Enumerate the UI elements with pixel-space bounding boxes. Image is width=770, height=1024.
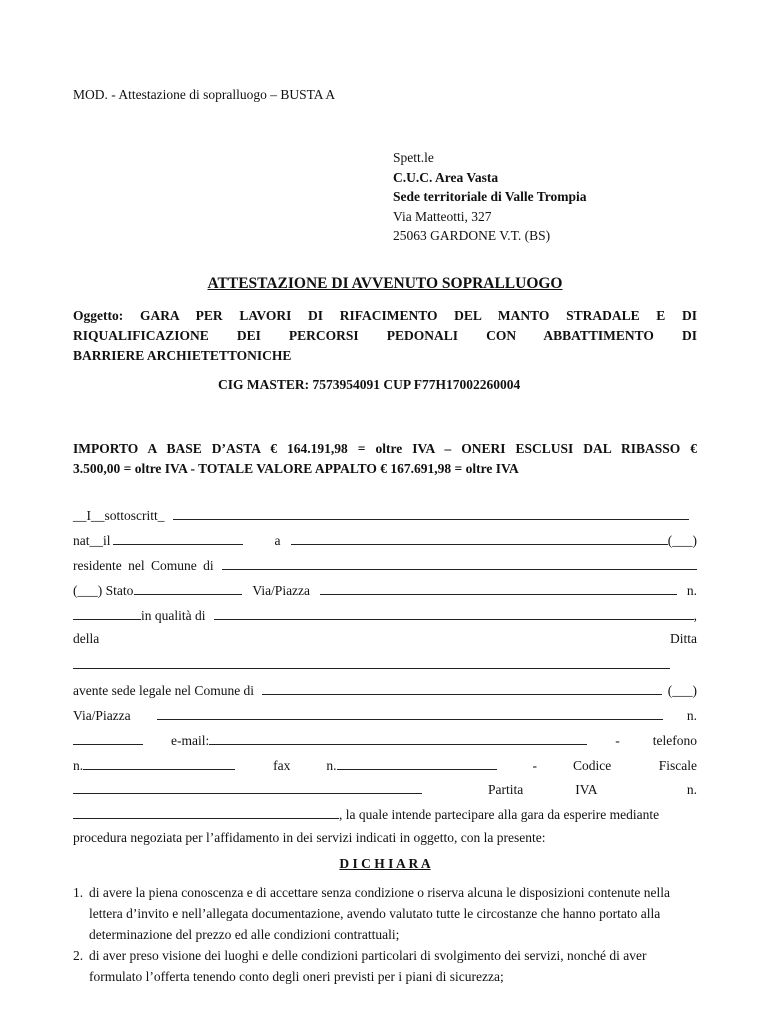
recipient-org: C.U.C. Area Vasta — [393, 169, 499, 185]
list-item-number: 1. — [73, 885, 84, 900]
form-row-nascita — [73, 531, 697, 551]
form-row-residente — [73, 556, 697, 576]
field-telefono[interactable] — [83, 756, 235, 770]
dichiara-heading: D I C H I A R A — [339, 856, 431, 871]
label-codice: Codice — [573, 758, 612, 773]
label-qualita: in qualità di — [141, 608, 206, 623]
label-a: a — [274, 533, 281, 548]
form-row-email — [73, 731, 697, 751]
subject-label: Oggetto: — [73, 308, 124, 323]
field-codice-fiscale[interactable] — [73, 780, 422, 794]
cig-line: CIG MASTER: 7573954091 CUP F77H17002260004 — [218, 377, 521, 392]
label-fax: fax — [273, 758, 291, 773]
field-qualita[interactable] — [214, 606, 694, 620]
form-row-partita — [73, 780, 697, 800]
subject-line1: GARA PER LAVORI DI RIFACIMENTO DEL MANTO STRADALE E DI — [139, 308, 697, 323]
field-via-sede[interactable] — [157, 706, 663, 720]
label-prov-stato: (___) Stato — [73, 583, 134, 598]
label-dash-1: - — [615, 733, 620, 748]
form-row-procedura: procedura negoziata per l’affidamento in dei servizi indicati in oggetto, con la presente: — [73, 830, 546, 845]
model-line: MOD. - Attestazione di sopralluogo – BUSTA A — [73, 87, 336, 102]
subject-block — [73, 306, 697, 366]
label-n-tel: n. — [73, 758, 84, 773]
label-prov-1: (___) — [667, 533, 697, 548]
amount-line1: IMPORTO A BASE D’ASTA € 164.191,98 = oltre IVA – ONERI ESCLUSI DAL RIBASSO € — [73, 441, 697, 456]
recipient-spett: Spett.le — [393, 150, 434, 165]
form-row-quale — [73, 805, 697, 825]
label-quale: , la quale intende partecipare alla gara da esperire mediante — [339, 807, 660, 822]
label-prov-2: (___) — [667, 683, 697, 698]
label-email: e-mail: — [171, 733, 210, 748]
label-dash-2: - — [532, 758, 537, 773]
page-title: ATTESTAZIONE DI AVVENUTO SOPRALLUOGO — [207, 275, 563, 292]
label-sottoscritto: __I__sottoscritt_ — [73, 508, 165, 523]
list-item-text: di avere la piena conoscenza e di accettare senza condizione o riserva alcuna le disposizioni contenute nella lettera d’invito e nell’allegata documentazione, avendo valutato tutte le circostanze che hanno portato alla determinazione del prezzo ed alle condizioni contrattuali; — [89, 885, 670, 942]
field-ditta-nome[interactable] — [73, 668, 670, 669]
form-row-qualita — [73, 606, 697, 626]
field-comune-residenza[interactable] — [222, 556, 697, 570]
form-row-ditta — [73, 631, 697, 651]
label-comma: , — [693, 608, 697, 623]
field-nome[interactable] — [173, 506, 690, 520]
field-data-nascita[interactable] — [113, 531, 243, 545]
label-sede-legale: avente sede legale nel Comune di — [73, 683, 255, 698]
recipient-block — [393, 148, 586, 246]
field-fax[interactable] — [337, 756, 497, 770]
label-n-fax: n. — [326, 758, 337, 773]
label-n-2: n. — [686, 708, 697, 723]
field-comune-sede[interactable] — [262, 681, 662, 695]
field-email[interactable] — [209, 731, 587, 745]
label-iva: IVA — [575, 782, 598, 797]
amount-line2: 3.500,00 = oltre IVA - TOTALE VALORE APPALTO € 167.691,98 = oltre IVA — [73, 461, 519, 476]
recipient-office: Sede territoriale di Valle Trompia — [393, 189, 587, 204]
label-ditta: Ditta — [670, 631, 697, 646]
field-partita-iva[interactable] — [73, 805, 339, 819]
label-fiscale: Fiscale — [658, 758, 697, 773]
list-item — [73, 945, 699, 987]
form-row-sottoscritto — [73, 506, 697, 526]
form-row-stato — [73, 581, 697, 601]
subject-line3: BARRIERE ARCHIETETTONICHE — [73, 348, 292, 363]
field-luogo-nascita[interactable] — [291, 531, 668, 545]
label-via-piazza-1: Via/Piazza — [252, 583, 311, 598]
form-row-sede — [73, 681, 697, 701]
label-nat-il: nat__il — [73, 533, 111, 548]
amount-block — [73, 439, 697, 479]
form-row-via-sede — [73, 706, 697, 726]
recipient-city: 25063 GARDONE V.T. (BS) — [393, 228, 551, 243]
label-n-1: n. — [686, 583, 697, 598]
field-civico[interactable] — [73, 606, 141, 620]
label-via-piazza-2: Via/Piazza — [73, 708, 131, 723]
form-row-fax — [73, 756, 697, 776]
label-partita: Partita — [488, 782, 524, 797]
subject-line2: RIQUALIFICAZIONE DEI PERCORSI PEDONALI CON ABBATTIMENTO DI — [73, 328, 697, 343]
field-via-residenza[interactable] — [320, 581, 677, 595]
label-telefono: telefono — [652, 733, 697, 748]
field-civico-sede[interactable] — [73, 731, 143, 745]
label-della: della — [73, 631, 100, 646]
field-stato[interactable] — [134, 581, 242, 595]
list-item — [73, 882, 699, 945]
label-n-iva: n. — [686, 782, 697, 797]
list-item-number: 2. — [73, 948, 84, 963]
recipient-street: Via Matteotti, 327 — [393, 208, 492, 224]
label-residente: residente nel Comune di — [73, 558, 214, 573]
list-item-text: di aver preso visione dei luoghi e delle condizioni particolari di svolgimento dei servizi, nonché di aver formulato l’offerta tenendo conto degli oneri previsti per i piani di sicurezza; — [89, 948, 647, 984]
